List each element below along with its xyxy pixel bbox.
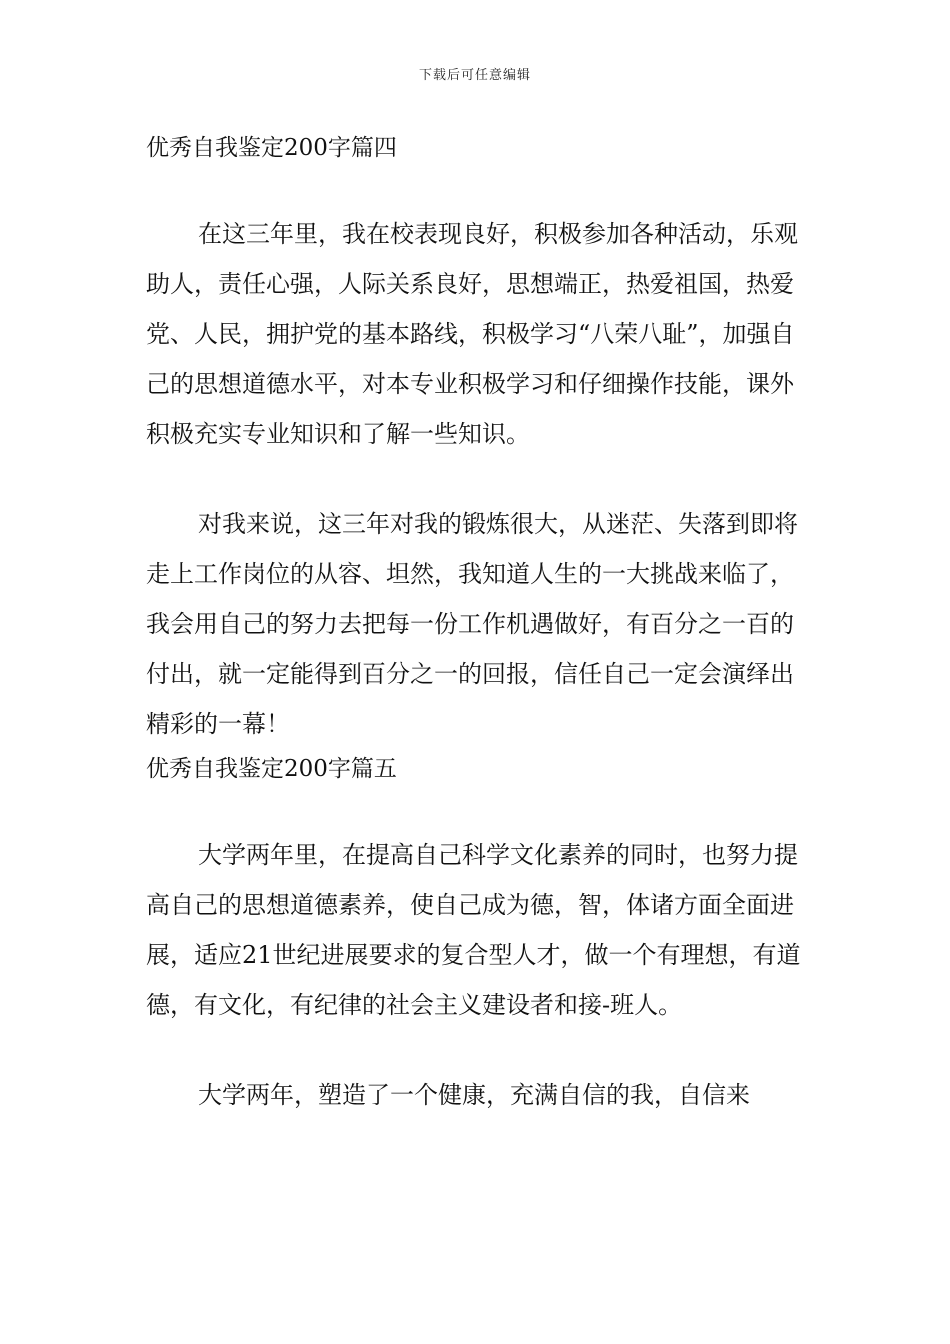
paragraph: 对我来说，这三年对我的锻炼很大，从迷茫、失落到即将走上工作岗位的从容、坦然，我知道人生的一大挑战来临了，我会用自己的努力去把每一份工作机遇做好，有百分之一百的付出，就一定能得到百分之一的回报，信任自己一定会演绎出精彩的一幕！ bbox=[146, 510, 798, 738]
paragraph: 大学两年里，在提高自己科学文化素养的同时，也努力提高自己的思想道德素养，使自己成为德，智，体诸方面全面进展，适应21世纪进展要求的复合型人才，做一个有理想，有道德，有文化，有纪律的社会主义建设者和接-班人。 bbox=[146, 841, 801, 1019]
spacer bbox=[146, 789, 808, 830]
spacer bbox=[146, 168, 808, 209]
paragraph: 在这三年里，我在校表现良好，积极参加各种活动，乐观助人，责任心强，人际关系良好，思想端正，热爱祖国，热爱党、人民，拥护党的基本路线，积极学习“八荣八耻”，加强自己的思想道德水平，对本专业积极学习和仔细操作技能，课外积极充实专业知识和了解一些知识。 bbox=[146, 220, 798, 448]
section-title-5: 优秀自我鉴定200字篇五 bbox=[146, 756, 397, 782]
spacer bbox=[146, 459, 808, 499]
section-title-4: 优秀自我鉴定200字篇四 bbox=[146, 135, 397, 161]
paragraph: 大学两年，塑造了一个健康，充满自信的我，自信来 bbox=[198, 1081, 750, 1109]
page-header: 下载后可任意编辑 bbox=[418, 68, 531, 83]
document-body bbox=[146, 128, 808, 1120]
spacer bbox=[146, 1030, 808, 1070]
